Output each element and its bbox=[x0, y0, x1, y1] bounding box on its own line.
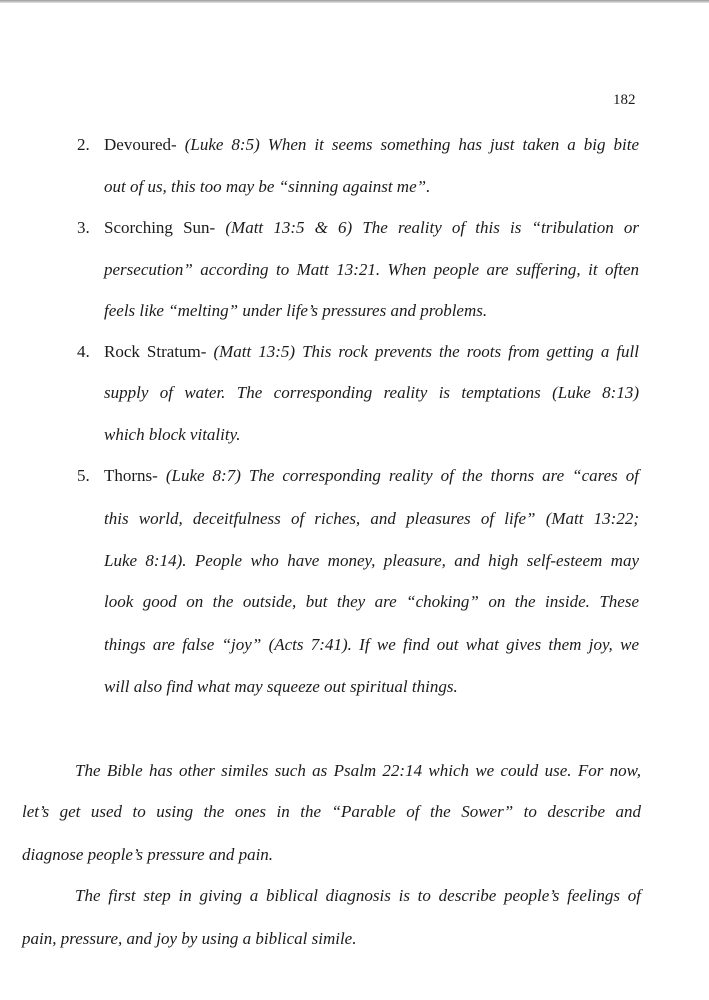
item-text-line: (Luke 8:7) The corresponding reality of the thorns are “cares of bbox=[165, 466, 640, 485]
list-item bbox=[104, 343, 639, 360]
item-text-line: this world, deceitfulness of riches, and pleasures of life” (Matt 13:22; bbox=[104, 509, 639, 528]
item-text-line: out of us, this too may be “sinning against me”. bbox=[104, 177, 431, 196]
page-number: 182 bbox=[613, 92, 636, 108]
item-text-line: (Matt 13:5 & 6) The reality of this is “tribulation or bbox=[225, 218, 640, 237]
list-number: 2. bbox=[77, 135, 90, 154]
list-item bbox=[104, 467, 639, 484]
item-text-line: (Matt 13:5) This rock prevents the roots from getting a full bbox=[213, 342, 640, 361]
item-text-line: will also find what may squeeze out spiritual things. bbox=[104, 677, 458, 696]
item-term: Thorns- bbox=[104, 466, 158, 485]
paragraph-line: let’s get used to using the ones in the “Parable of the Sower” to describe and bbox=[22, 802, 641, 821]
list-number: 4. bbox=[77, 342, 90, 361]
item-term: Devoured- bbox=[104, 135, 177, 154]
list-item bbox=[104, 136, 639, 153]
item-text-line: (Luke 8:5) When it seems something has just taken a big bite bbox=[184, 135, 640, 154]
item-text-line: things are false “joy” (Acts 7:41). If we find out what gives them joy, we bbox=[104, 635, 639, 654]
paragraph-line: The first step in giving a biblical diagnosis is to describe people’s feelings of bbox=[75, 886, 641, 905]
item-text-line: supply of water. The corresponding reality is temptations (Luke 8:13) bbox=[104, 383, 639, 402]
list-number: 3. bbox=[77, 218, 90, 237]
list-item bbox=[104, 219, 639, 236]
item-text-line: Luke 8:14). People who have money, pleasure, and high self-esteem may bbox=[104, 551, 639, 570]
paragraph-line: The Bible has other similes such as Psalm 22:14 which we could use. For now, bbox=[75, 761, 641, 780]
list-number: 5. bbox=[77, 466, 90, 485]
item-text-line: which block vitality. bbox=[104, 425, 241, 444]
item-text-line: feels like “melting” under life’s pressures and problems. bbox=[104, 301, 488, 320]
paragraph-line: pain, pressure, and joy by using a biblical simile. bbox=[22, 929, 357, 948]
item-term: Rock Stratum- bbox=[104, 342, 207, 361]
page-top-edge bbox=[0, 0, 709, 3]
item-term: Scorching Sun- bbox=[104, 218, 216, 237]
item-text-line: persecution” according to Matt 13:21. When people are suffering, it often bbox=[104, 260, 639, 279]
item-text-line: look good on the outside, but they are “choking” on the inside. These bbox=[104, 592, 639, 611]
paragraph-line: diagnose people’s pressure and pain. bbox=[22, 845, 274, 864]
